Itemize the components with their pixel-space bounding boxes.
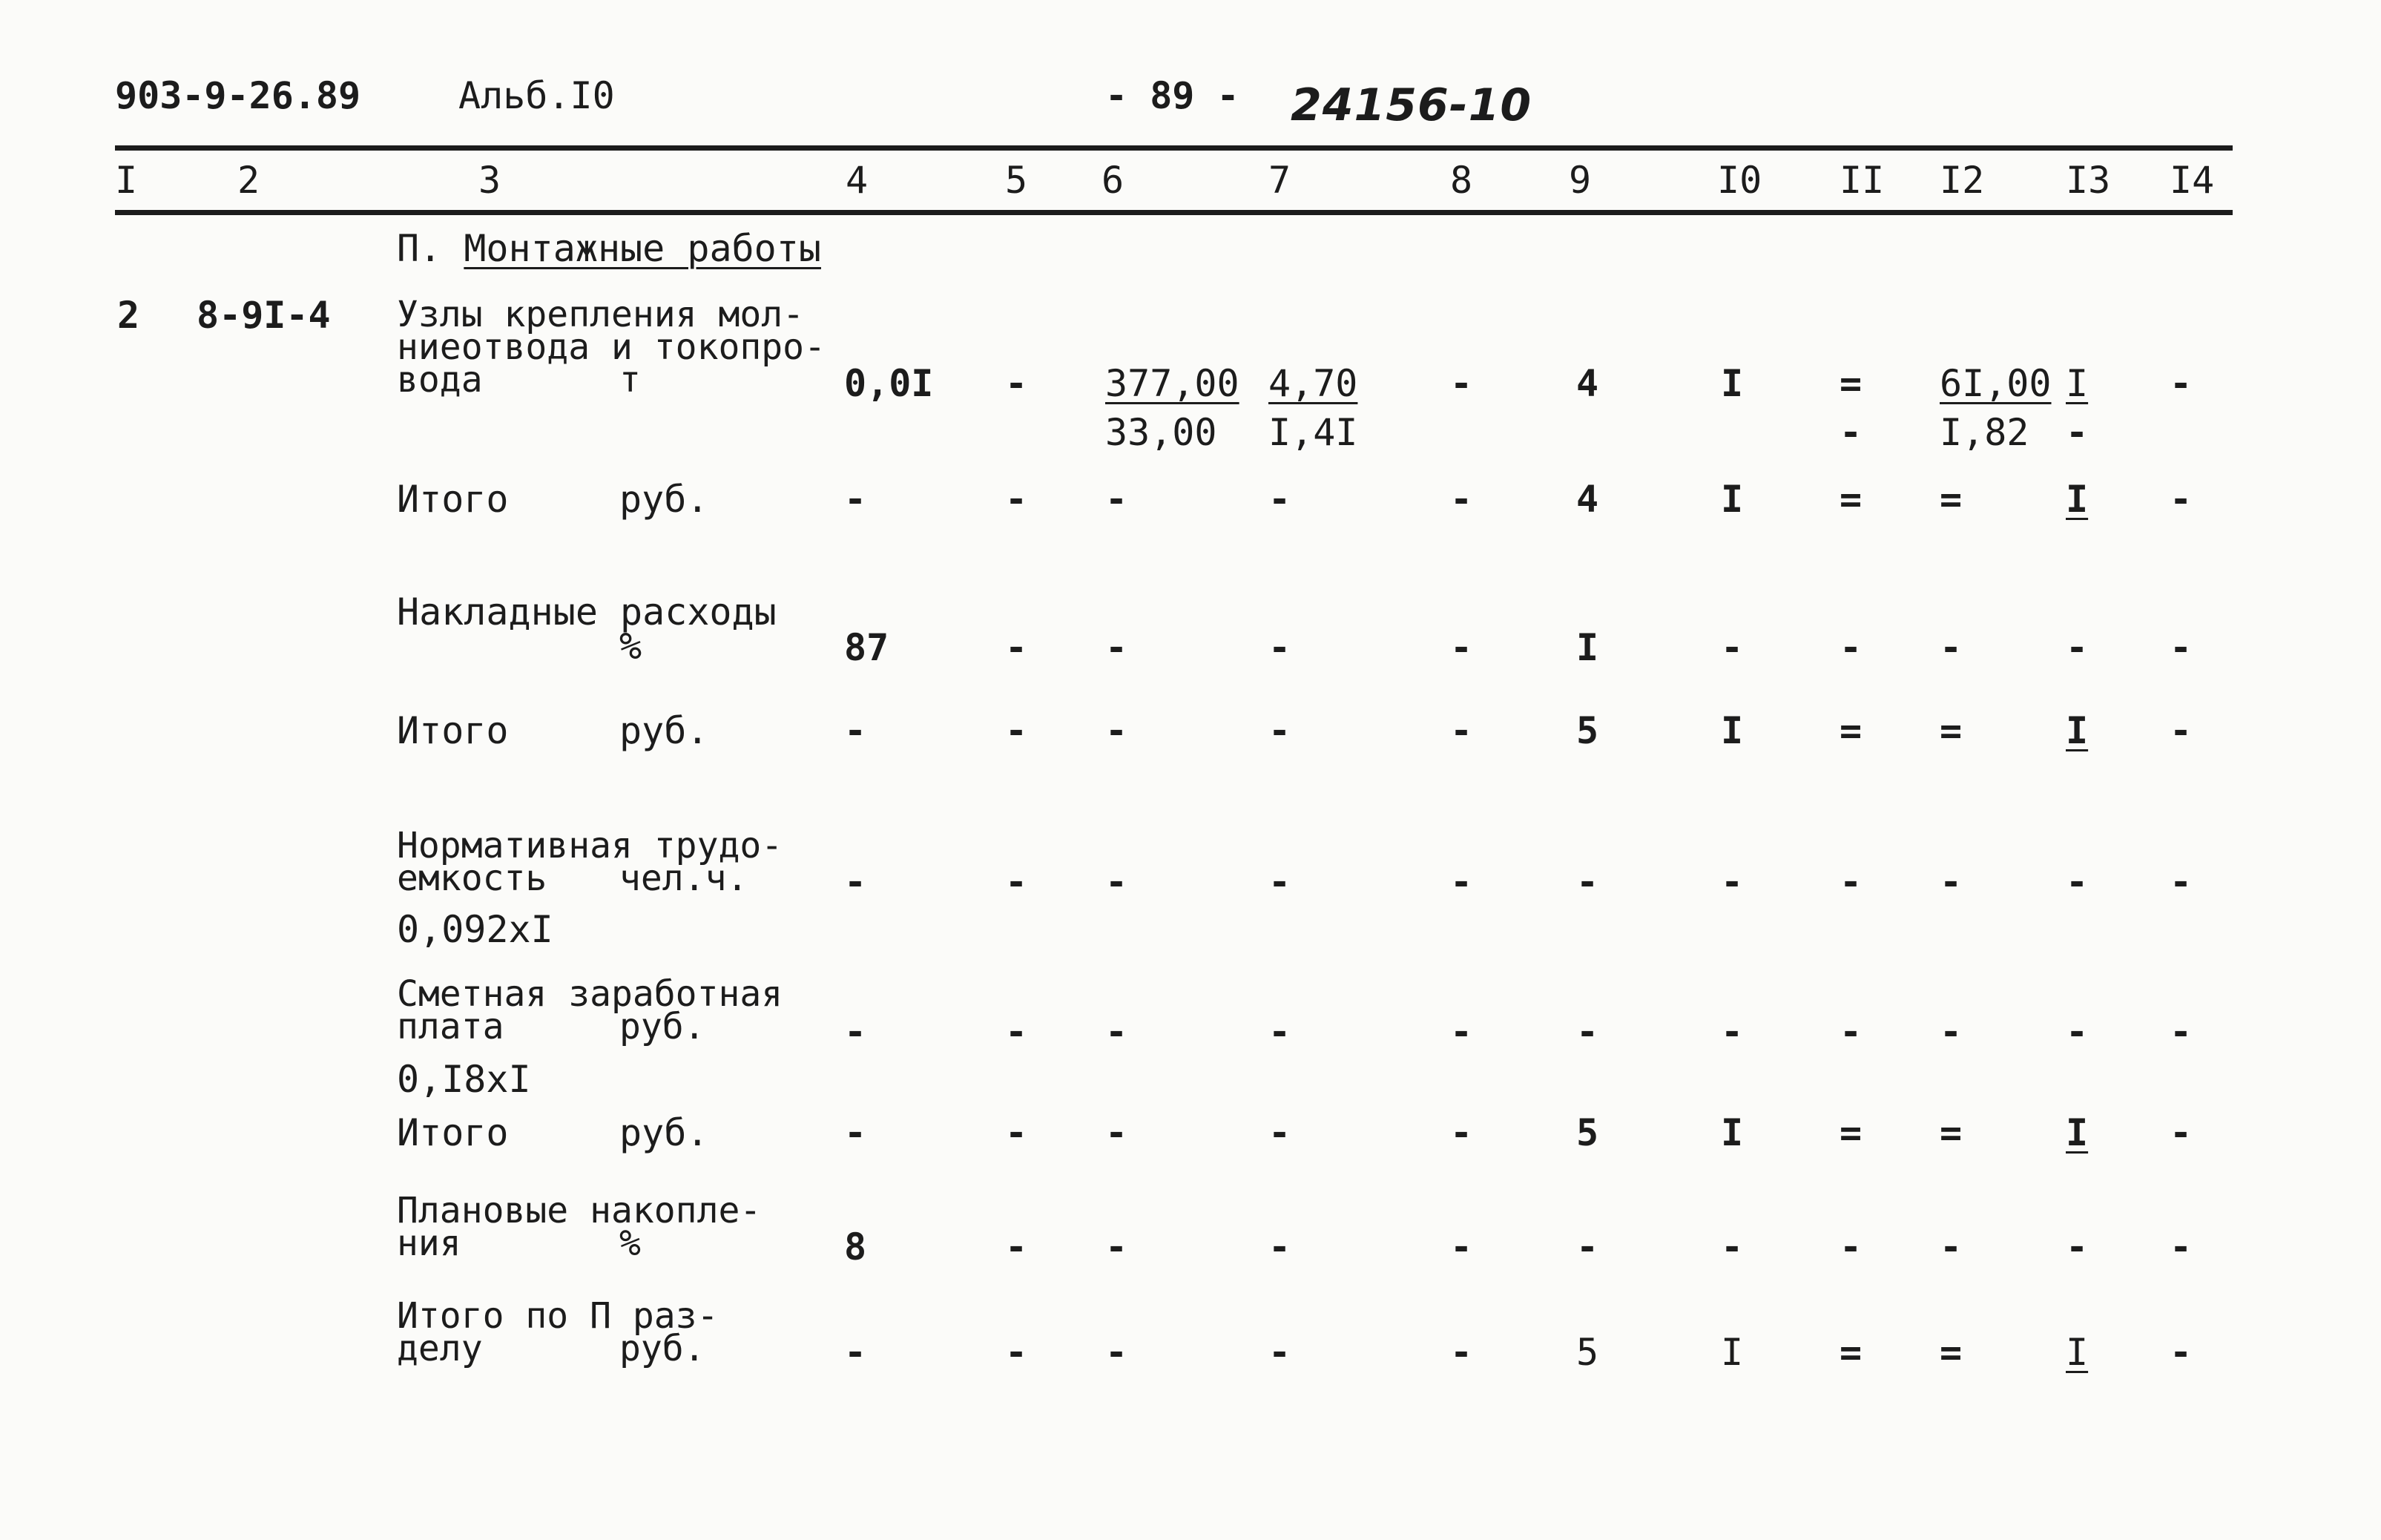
column-header: 5 <box>1005 159 1028 202</box>
cell-col7: - <box>1268 1331 1291 1374</box>
cell-col7: - <box>1268 1111 1291 1154</box>
cell-col4: 0,0I <box>844 362 934 405</box>
cell-col9: - <box>1576 861 1599 904</box>
cell-col14: - <box>2170 709 2193 752</box>
formula: 0,I8xI <box>397 1058 531 1101</box>
cell-col13: I <box>2066 1111 2089 1154</box>
cell-col7: - <box>1268 478 1291 521</box>
cell-col4: - <box>844 709 867 752</box>
column-header: I0 <box>1717 159 1762 202</box>
cell-col4: - <box>844 1111 867 1154</box>
column-header: I3 <box>2066 159 2111 202</box>
cell-col6: - <box>1105 1010 1128 1053</box>
cell-col14: - <box>2170 1331 2193 1374</box>
cell-col7: - <box>1268 626 1291 669</box>
unit: % <box>619 1223 641 1264</box>
row-label: Итого по П раз- <box>397 1295 719 1337</box>
cell-col9: 5 <box>1576 709 1599 752</box>
cell-col6: - <box>1105 1331 1128 1374</box>
cell-col5: - <box>1005 861 1028 904</box>
cell-col8: - <box>1450 478 1473 521</box>
column-header: 8 <box>1450 159 1473 202</box>
cell-col4: - <box>844 1010 867 1053</box>
cell-col13: - <box>2066 1010 2089 1053</box>
cell-col10: - <box>1721 1225 1744 1268</box>
cell-col10: - <box>1721 626 1744 669</box>
cell-col12-bottom: I,82 <box>1940 411 2029 454</box>
row-label: емкость <box>397 858 547 899</box>
column-header: 7 <box>1268 159 1291 202</box>
cell-col6: - <box>1105 626 1128 669</box>
formula: 0,092xI <box>397 908 553 951</box>
cell-col4: 87 <box>844 626 889 669</box>
item-desc-line: вода <box>397 359 483 401</box>
cell-col7: - <box>1268 861 1291 904</box>
cell-col6: - <box>1105 861 1128 904</box>
cell-col13-top: I <box>2066 362 2089 405</box>
cell-col9: - <box>1576 1225 1599 1268</box>
cell-col9: 5 <box>1576 1331 1599 1374</box>
cell-col14: - <box>2170 626 2193 669</box>
document-code: 903-9-26.89 <box>115 74 361 117</box>
column-header: II <box>1840 159 1885 202</box>
cell-col13: - <box>2066 861 2089 904</box>
column-header: 4 <box>846 159 869 202</box>
cell-col13: I <box>2066 478 2089 521</box>
row-label: Нормативная трудо- <box>397 825 783 866</box>
cell-col8: - <box>1450 1225 1473 1268</box>
cell-col4: - <box>844 861 867 904</box>
cell-col7: - <box>1268 1225 1291 1268</box>
cell-col12: - <box>1940 861 1963 904</box>
cell-col13: I <box>2066 709 2089 752</box>
cell-col12: - <box>1940 626 1963 669</box>
cell-col14: - <box>2170 1010 2193 1053</box>
row-label: Итого <box>397 1111 509 1154</box>
cell-col8: - <box>1450 1331 1473 1374</box>
cell-col5: - <box>1005 709 1028 752</box>
cell-col13: - <box>2066 1225 2089 1268</box>
cell-col10: I <box>1721 1111 1744 1154</box>
cell-col5: - <box>1005 478 1028 521</box>
cell-col14: - <box>2170 478 2193 521</box>
unit: % <box>619 625 642 668</box>
cell-col4: - <box>844 478 867 521</box>
cell-col12: = <box>1940 1111 1963 1154</box>
cell-col9: - <box>1576 1010 1599 1053</box>
cell-col8: - <box>1450 1111 1473 1154</box>
column-header: I4 <box>2170 159 2215 202</box>
cell-col12: = <box>1940 1331 1963 1374</box>
cell-col10: I <box>1721 1331 1744 1374</box>
cell-col5: - <box>1005 362 1028 405</box>
cell-col6-bottom: 33,00 <box>1105 411 1217 454</box>
cell-col12: - <box>1940 1225 1963 1268</box>
row-label: Итого <box>397 478 509 521</box>
cell-col10: I <box>1721 478 1744 521</box>
cell-col7: - <box>1268 1010 1291 1053</box>
cell-col5: - <box>1005 626 1028 669</box>
unit: руб. <box>619 1006 705 1047</box>
handwritten-number: 24156-10 <box>1291 79 1532 131</box>
cell-col8: - <box>1450 861 1473 904</box>
cell-col8: - <box>1450 626 1473 669</box>
unit: руб. <box>619 478 709 521</box>
cell-col6: - <box>1105 478 1128 521</box>
column-header: 9 <box>1569 159 1592 202</box>
cell-col12: - <box>1940 1010 1963 1053</box>
cell-col8: - <box>1450 362 1473 405</box>
cell-col14: - <box>2170 1225 2193 1268</box>
cell-col4: - <box>844 1331 867 1374</box>
cell-col11-bottom: - <box>1840 411 1863 454</box>
cell-col7-bottom: I,4I <box>1268 411 1358 454</box>
section-prefix: П. <box>397 227 442 270</box>
cell-col11: = <box>1840 1331 1863 1374</box>
cell-col9: 4 <box>1576 478 1599 521</box>
cell-col5: - <box>1005 1010 1028 1053</box>
item-desc-line: Узлы крепления мол- <box>397 294 805 335</box>
cell-col11-top: = <box>1840 362 1863 405</box>
cell-col12: = <box>1940 478 1963 521</box>
cell-col9: 4 <box>1576 362 1599 405</box>
cell-col9: 5 <box>1576 1111 1599 1154</box>
unit: руб. <box>619 709 709 752</box>
cell-col7-top: 4,70 <box>1268 362 1358 405</box>
cell-col11: = <box>1840 1111 1863 1154</box>
cell-col6: - <box>1105 1225 1128 1268</box>
cell-col10: - <box>1721 1010 1744 1053</box>
cell-col9: I <box>1576 626 1599 669</box>
cell-col11: - <box>1840 626 1863 669</box>
cell-col5: - <box>1005 1225 1028 1268</box>
header-rule-bottom <box>115 210 2233 215</box>
cell-col11: = <box>1840 709 1863 752</box>
cell-col14: - <box>2170 362 2193 405</box>
norm-code: 8-9I-4 <box>197 294 331 337</box>
row-label: Сметная заработная <box>397 973 783 1015</box>
cell-col11: = <box>1840 478 1863 521</box>
column-header: I <box>115 159 138 202</box>
unit: т <box>619 359 641 401</box>
unit: руб. <box>619 1111 709 1154</box>
unit: руб. <box>619 1328 705 1369</box>
cell-col11: - <box>1840 861 1863 904</box>
cell-col13-bottom: - <box>2066 411 2089 454</box>
header-rule-top <box>115 145 2233 151</box>
row-label: Итого <box>397 709 509 752</box>
cell-col11: - <box>1840 1225 1863 1268</box>
column-header: 6 <box>1101 159 1124 202</box>
cell-col13: - <box>2066 626 2089 669</box>
column-header: 3 <box>478 159 501 202</box>
item-desc-line: ниеотвода и токопро- <box>397 326 826 368</box>
cell-col5: - <box>1005 1111 1028 1154</box>
unit: чел.ч. <box>619 858 748 899</box>
column-header: I2 <box>1940 159 1985 202</box>
cell-col12: = <box>1940 709 1963 752</box>
cell-col8: - <box>1450 709 1473 752</box>
cell-col13: I <box>2066 1331 2089 1374</box>
cell-col10: - <box>1721 861 1744 904</box>
column-header: 2 <box>237 159 260 202</box>
cell-col7: - <box>1268 709 1291 752</box>
section-title-text: Монтажные работы <box>464 227 821 270</box>
row-label: делу <box>397 1328 483 1369</box>
cell-col11: - <box>1840 1010 1863 1053</box>
cell-col14: - <box>2170 1111 2193 1154</box>
row-label: Накладные расходы <box>397 590 777 634</box>
row-number: 2 <box>117 294 140 337</box>
cell-col4: 8 <box>844 1225 867 1268</box>
cell-col14: - <box>2170 861 2193 904</box>
cell-col6: - <box>1105 709 1128 752</box>
row-label: плата <box>397 1006 504 1047</box>
row-label: ния <box>397 1223 461 1264</box>
cell-col10: I <box>1721 709 1744 752</box>
cell-col6: - <box>1105 1111 1128 1154</box>
row-label: Плановые накопле- <box>397 1190 762 1231</box>
cell-col10: I <box>1721 362 1744 405</box>
section-title <box>397 227 821 270</box>
page-number: - 89 - <box>1105 74 1239 117</box>
cell-col5: - <box>1005 1331 1028 1374</box>
cell-col6-top: 377,00 <box>1105 362 1239 405</box>
album-number: Альб.I0 <box>458 74 615 117</box>
cell-col8: - <box>1450 1010 1473 1053</box>
cell-col12-top: 6I,00 <box>1940 362 2052 405</box>
